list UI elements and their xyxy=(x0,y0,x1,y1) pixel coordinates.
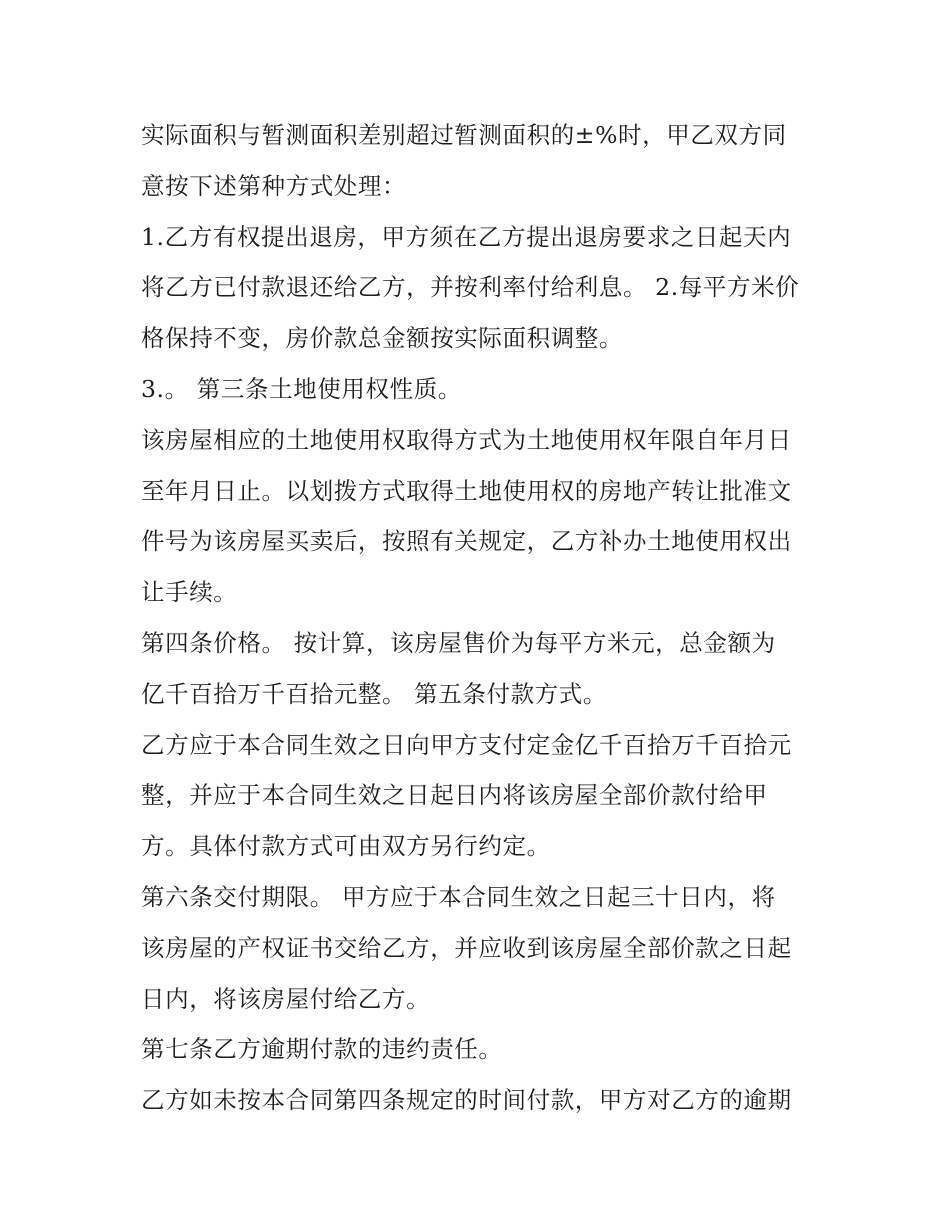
text-line: 意按下述第种方式处理： xyxy=(141,171,407,200)
text-line: 乙方应于本合同生效之日向甲方支付定金亿千百拾万千百拾元 xyxy=(141,730,792,759)
text-line: 至年月日止。以划拨方式取得土地使用权的房地产转让批准文 xyxy=(141,476,792,505)
text-line: 第七条乙方逾期付款的违约责任。 xyxy=(141,1035,503,1064)
text-line: 件号为该房屋买卖后，按照有关规定，乙方补办土地使用权出 xyxy=(141,527,792,556)
text-line: 1.乙方有权提出退房，甲方须在乙方提出退房要求之日起天内 xyxy=(141,222,792,251)
text-line: 格保持不变，房价款总金额按实际面积调整。 xyxy=(141,324,623,353)
text-line: 该房屋相应的土地使用权取得方式为土地使用权年限自年月日 xyxy=(141,425,792,454)
text-line: 第六条交付期限。 甲方应于本合同生效之日起三十日内，将 xyxy=(141,882,776,911)
text-line: 让手续。 xyxy=(141,578,238,607)
document-body xyxy=(141,110,821,1126)
text-line: 乙方如未按本合同第四条规定的时间付款，甲方对乙方的逾期 xyxy=(141,1086,792,1115)
text-line: 将乙方已付款退还给乙方，并按利率付给利息。 2.每平方米价 xyxy=(141,273,800,302)
text-line: 方。具体付款方式可由双方另行约定。 xyxy=(141,832,551,861)
text-line: 第四条价格。 按计算，该房屋售价为每平方米元，总金额为 xyxy=(141,628,776,657)
text-line: 亿千百拾万千百拾元整。 第五条付款方式。 xyxy=(141,679,607,708)
text-line: 3.。 第三条土地使用权性质。 xyxy=(141,374,462,403)
text-line: 实际面积与暂测面积差别超过暂测面积的±%时，甲乙双方同 xyxy=(141,121,787,149)
text-line: 整，并应于本合同生效之日起日内将该房屋全部价款付给甲 xyxy=(141,781,768,810)
text-line: 日内，将该房屋付给乙方。 xyxy=(141,984,431,1013)
text-line: 该房屋的产权证书交给乙方，并应收到该房屋全部价款之日起 xyxy=(141,933,792,962)
